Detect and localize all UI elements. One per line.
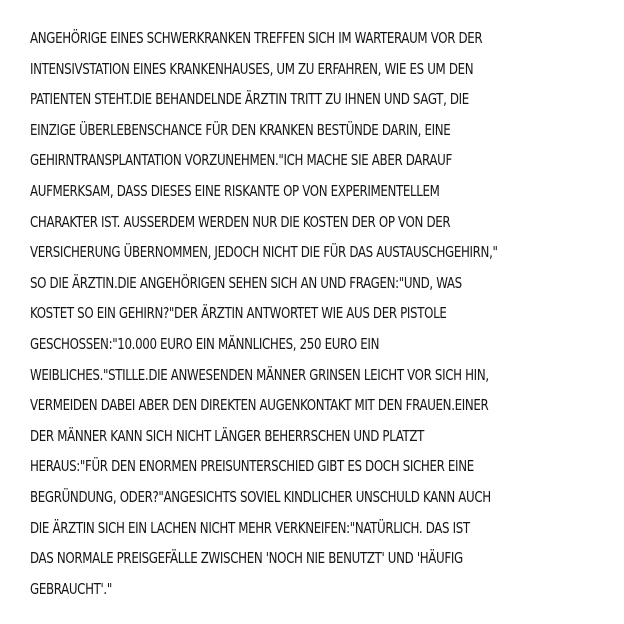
text-line: INTENSIVSTATION EINES KRANKENHAUSES, UM ZU ERFAHREN, WIE ES UM DEN (30, 59, 474, 78)
text-line: GEBRAUCHT'." (30, 579, 112, 598)
text-line: ANGEHÖRIGE EINES SCHWERKRANKEN TREFFEN SICH IM WARTERAUM VOR DER (30, 29, 483, 47)
text-line: VERSICHERUNG ÜBERNOMMEN, JEDOCH NICHT DIE FÜR DAS AUSTAUSCHGEHIRN," (30, 243, 498, 262)
text-line: EINZIGE ÜBERLEBENSCHANCE FÜR DEN KRANKEN BESTÜNDE DARIN, EINE (30, 120, 451, 139)
text-line: DIE ÄRZTIN SICH EIN LACHEN NICHT MEHR VERKNEIFEN:"NATÜRLICH. DAS IST (30, 518, 470, 537)
text-line: GESCHOSSEN:"10.000 EURO EIN MÄNNLICHES, 250 EURO EIN (30, 334, 380, 353)
text-line: SO DIE ÄRZTIN.DIE ANGEHÖRIGEN SEHEN SICH AN UND FRAGEN:"UND, WAS (30, 273, 462, 292)
text-line: PATIENTEN STEHT.DIE BEHANDELNDE ÄRZTIN TRITT ZU IHNEN UND SAGT, DIE (30, 90, 469, 109)
text-line: HERAUS:"FÜR DEN ENORMEN PREISUNTERSCHIED GIBT ES DOCH SICHER EINE (30, 457, 474, 476)
text-line: CHARAKTER IST. AUSSERDEM WERDEN NUR DIE KOSTEN DER OP VON DER (30, 212, 451, 231)
joke-text-block (30, 23, 610, 604)
text-line: GEHIRNTRANSPLANTATION VORZUNEHMEN."ICH MACHE SIE ABER DARAUF (30, 151, 452, 170)
text-line: DER MÄNNER KANN SICH NICHT LÄNGER BEHERRSCHEN UND PLATZT (30, 426, 425, 445)
text-line: KOSTET SO EIN GEHIRN?"DER ÄRZTIN ANTWORTET WIE AUS DER PISTOLE (30, 304, 447, 323)
text-line: DAS NORMALE PREISGEFÄLLE ZWISCHEN 'NOCH NIE BENUTZT' UND 'HÄUFIG (30, 549, 463, 568)
text-line: BEGRÜNDUNG, ODER?"ANGESICHTS SOVIEL KINDLICHER UNSCHULD KANN AUCH (30, 487, 491, 506)
text-line: VERMEIDEN DABEI ABER DEN DIREKTEN AUGENKONTAKT MIT DEN FRAUEN.EINER (30, 396, 489, 415)
text-line: WEIBLICHES."STILLE.DIE ANWESENDEN MÄNNER GRINSEN LEICHT VOR SICH HIN, (30, 365, 489, 384)
text-line: AUFMERKSAM, DASS DIESES EINE RISKANTE OP VON EXPERIMENTELLEM (30, 181, 440, 200)
